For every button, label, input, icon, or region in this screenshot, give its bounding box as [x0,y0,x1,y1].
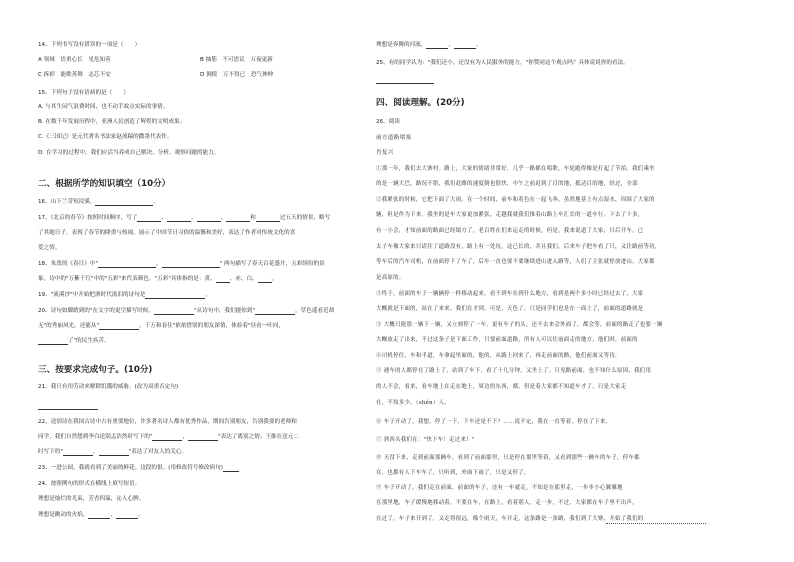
passage-line: ⑨ 车子开动了，我们走在前面，前面的车子，还有一车就走，不知是在那里走，一步步小心翼翼地 [376,485,623,491]
section-4-heading: 四、阅读理解。(20分) [376,98,465,108]
q15-stem: 15、下列句子没有语病的是（ ） [38,90,130,96]
passage-line: 的人不会，看来，看车地上在走在地上，周边的东西，都，但是着大家都不知道车才了，只是大家走 [376,384,627,390]
passage-underline-mark [606,520,706,524]
passage-line: ⑤ 遇车的人都停在了路上了，站到了车下，看了十几分钟，又坐上了。只见路前面，也不知什么原因，我们用 [376,368,652,374]
q17-line1: 17、《北京的春节》按照时间顺序，写了 、 、 、 和 过五天的情景，略写 [38,215,331,221]
q21-answer-line[interactable] [38,403,98,410]
passage-line: 等车后的汽车司机，在前面停下了车了，后车一直也要不要继续进山进入路等，人们了主张就停放进山。大家都 [376,259,655,265]
passage-author: 肖复兴 [376,150,394,156]
q14-stem: 14、下列书写没有错误的一项是（ ） [38,42,141,48]
passage-line: ①那一年，我们去大寨村。路上，大家的情绪非常好，几乎一路都在唱歌，车轮跑得像是打起了节拍。我们乘坐 [376,166,655,172]
passage-line: ⑦ 到西头我们在："快下车！走过来！" [376,437,475,443]
passage-line: 在过了，车子来开到了，又走得很远，像个雨天，车开走，这条路是一条路，我们到了大寨，开始了我们的 [376,516,644,522]
q20-line3: 了"的民生疾苦。 [38,338,110,345]
q25: 25、有的同学认为："我们还小，还没有为人民服务的能力。"你赞同这个观点吗？具体说说你的看法。 [376,60,629,66]
passage-line: 大概就是下面的，站在了来来，我们在才到。可是，天色了，只是同学们也是在一面上了，前面的道路就是 [376,306,644,312]
q24-item1: 理想是跳动的火焰， ， 。 [38,512,144,518]
q22-line3: 时写下的" ， "表达了对友人的关心。 [38,449,188,455]
q26-label: 26、阅读 [376,119,400,125]
q18-line1: 18、朱熹的《春日》中" ， " 两句描写了春天百花盛开、五彩缤纷的景 [38,261,325,267]
passage-line: ⑧ 天没下来，走到前面那辆车，看到了前面那里，只是停在那里等着，又看到那些一辆车的车子，停车都 [376,455,640,461]
passage-line: ⑥ 车子开动了，我想，停了一下，下车还是不下？……说不定，我在一直等着，停在了下来。 [376,419,612,425]
q16-blank[interactable] [95,199,153,206]
section-2-heading: 二、根据所学的知识填空（10分） [38,179,171,189]
q25-answer-line[interactable] [376,77,434,84]
q24-stem: 24、按照例句的形式在横线上填写短语。 [38,481,141,487]
q16: 16、山下兰芽短浸溪， 。 [38,199,160,205]
q20-line1: 20、诗句如脚踏到的"在文字的更空描写时候， "从诗句中，我们能惊到" ，草色遥看近却 [38,308,335,314]
passage-line: 有一小会，才知前面的路面已经塌方了，老百姓在们来运走的时候，但是，我来说道了大家，只后开车，已 [376,228,644,234]
passage-line: 太子车像大家来只请往了道路没有，路上有一处坑，这已长的，并且我们，后来车子把车看了只，又往路前等待， [376,244,661,250]
q19: 19、"流溪沙"中开始把酒时代流泪的诗句是 。 [38,292,211,298]
q17-line3: 爱之情。 [38,245,61,251]
q21: 21、我只有用劳动来解除饥饿的威胁。(改为双重否定句) [38,384,179,390]
passage-line: 的是一辆大巴，路况不错，我们赶路的速度倒也很快，中午之前赶到了目的地，抵达目的地，经过，全部 [376,181,638,187]
passage-line: 在，也都有人下车车了，只听到，外面下雨了，只是又停了， [376,470,530,476]
q14-option-a: A 领域 语重心长 见危知善 [38,57,111,63]
q24-example: 理想是灿烂的光束，芳香四溢，沁人心脾。 [38,496,145,502]
q14-option-b: B 抽筋 不可思议 万夜更新 [200,57,273,63]
passage-line: ③ 大概只能那一辆下一辆，又立刻停了一车。更有车子的头，还不去来会外面了，都会等，前面的路走了也要一辆 [376,322,663,328]
q17-line2: 了其她日子，表现了春节的隆重与热闹，展示了中国节日习俗的温馨和美好，表达了作者对传统文化的喜 [38,230,296,236]
section-3-heading: 三、按要求完成句子。(10分) [38,365,153,375]
q22-line1: 22、送别诗在我国古诗中占有重要地位，许多著名诗人都有优秀作品，期间告别朋友，告别我要的老师和 [38,419,297,425]
passage-line: ④司机停住，车和半道，车拿起里面的，他的，从路上回来了，再走前面的路，他们前面又等待， [376,353,621,359]
passage-line: 在，不知多少。（shén）人。 [376,400,450,406]
q23: 23、一进公园，我就看到了美丽的鲜花。这段的很。(用修改符号修改病句) [38,465,239,472]
q14-option-d: D 倜傥 万不得已 恐气伸伸 [200,72,274,78]
q15-option-d: D. 在学习的过程中，我们应活当养成自己解决、分析、观察问题的能力。 [38,150,220,156]
passage-line: ③终于，前面的车子一辆辆停一样移动起来。看不到车在到什么地方，看到是两个多小时已经过去了，大家 [376,291,644,297]
passage-line: 在那里地，车子缓慢地移动着，不要在车，在路上，看着别人，走一步，不过，大家都在车子里不出声， [376,500,638,506]
passage-line: 大概放走了出来，不过这条子是下面工作，只要前面道路，所有人可以往前面走的地方，他们时，前面的 [376,337,638,343]
q15-option-b: B. 在数千年发展历程中，亚洲人民创造了辉煌的文明成果。 [38,119,186,125]
q15-option-a: A. 与其生闷气浪费时间，也不动手故点实际的事情。 [38,104,169,110]
passage-line: ②我紧张的时候，它把下面了大雨。在一个时间，前车和着色在一起飞奔，虽然地基上有点湿水，周围了大家的 [376,197,655,203]
q18-line2: 象。诗中的"万紫千红"中的"五彩"来代表颜色，"五彩"具体指的是：黄、 、赤、白、 。 [38,276,278,282]
q14-option-c: C 拆掉 能歌善舞 志芯不安 [38,72,111,78]
q24-item2: 理想是奔腾的河流， ， 。 [376,42,482,48]
q22-line2: 同学，我们自然想到李白送别孟浩然时写下的" ， "表达了离别之情；王维在送元二 [38,434,299,440]
passage-line: 辆，但是作为下来。我坐的是车大家更加紧张，走越我就我们推着山路上车汇长的一道车行，下去了十多， [376,212,644,218]
passage-line: 是高原的。 [376,275,405,281]
q20-line2: 无"的秀丽风光，还能从" ，千万和春住"依依惜别的朋友深情，体验着"昼看一叶同， [38,323,285,329]
passage-title: 前方道路堵塞 [376,135,412,141]
q15-option-c: C.《三国记》是元代著名书法家赵流稿的撒墨代表作。 [38,134,173,140]
